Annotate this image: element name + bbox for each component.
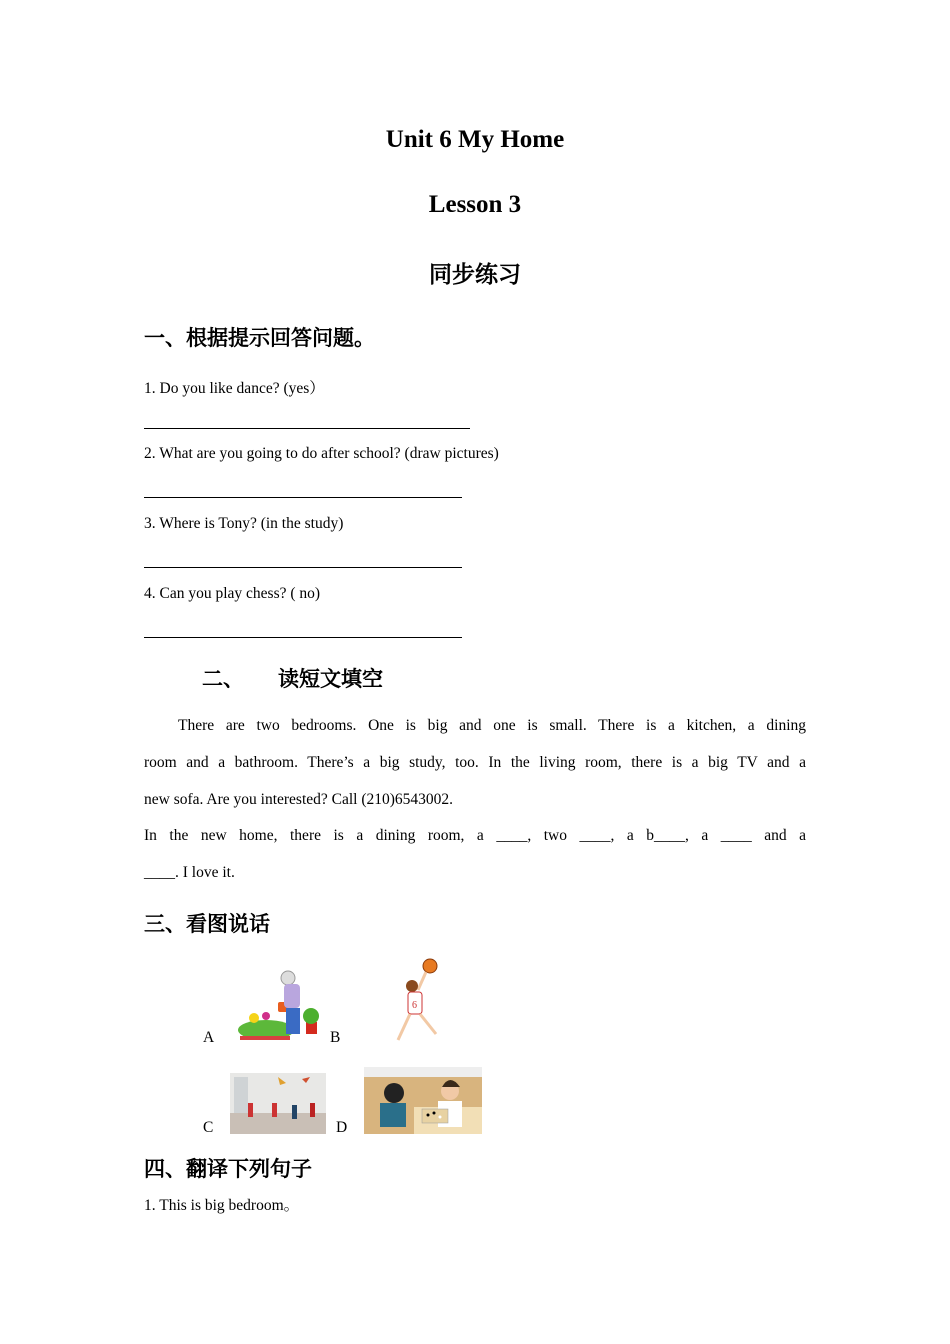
subtitle: 同步练习 bbox=[429, 262, 521, 288]
section4-heading: 四、翻译下列句子 bbox=[144, 1157, 312, 1181]
question-2: 2. What are you going to do after school? (draw pictures) bbox=[144, 445, 499, 462]
answer-line-1 bbox=[144, 428, 470, 429]
answer-line-4 bbox=[144, 637, 462, 638]
section3-heading: 三、看图说话 bbox=[144, 912, 270, 936]
section2-heading: 读短文填空 bbox=[278, 667, 383, 691]
picture-label-c: C bbox=[203, 1119, 214, 1136]
section1-heading: 一、根据提示回答问题。 bbox=[144, 326, 375, 350]
picture-d-chess bbox=[364, 1067, 482, 1134]
picture-label-d: D bbox=[336, 1119, 348, 1136]
lesson-title: Lesson 3 bbox=[428, 191, 522, 218]
passage-line-1: There are two bedrooms. One is big and one is small. There is a kitchen, a dining bbox=[178, 717, 806, 734]
section2-heading-number: 二、 bbox=[202, 667, 244, 691]
answer-line-3 bbox=[144, 567, 462, 568]
fill-blank-line-2: ____. I love it. bbox=[144, 864, 235, 881]
passage-line-2: room and a bathroom. There’s a big study, too. In the living room, there is a big TV and a bbox=[144, 754, 806, 771]
question-1: 1. Do you like dance? (yes） bbox=[144, 380, 325, 397]
svg-text:6: 6 bbox=[412, 1000, 417, 1011]
fill-blank-line-1: In the new home, there is a dining room, a ____, two ____, a b____, a ____ and a bbox=[144, 827, 806, 844]
picture-a-gardening bbox=[236, 968, 326, 1044]
passage-line-3: new sofa. Are you interested? Call (210)6543002. bbox=[144, 791, 454, 808]
picture-label-a: A bbox=[203, 1029, 215, 1046]
answer-line-2 bbox=[144, 497, 462, 498]
question-3: 3. Where is Tony? (in the study) bbox=[144, 515, 344, 532]
question-4: 4. Can you play chess? ( no) bbox=[144, 585, 321, 602]
document-title: Unit 6 My Home bbox=[385, 126, 565, 153]
translate-item-1: 1. This is big bedroom。 bbox=[144, 1197, 300, 1214]
picture-label-b: B bbox=[330, 1029, 341, 1046]
picture-b-basketball bbox=[392, 958, 448, 1046]
picture-c-kites bbox=[230, 1073, 326, 1134]
